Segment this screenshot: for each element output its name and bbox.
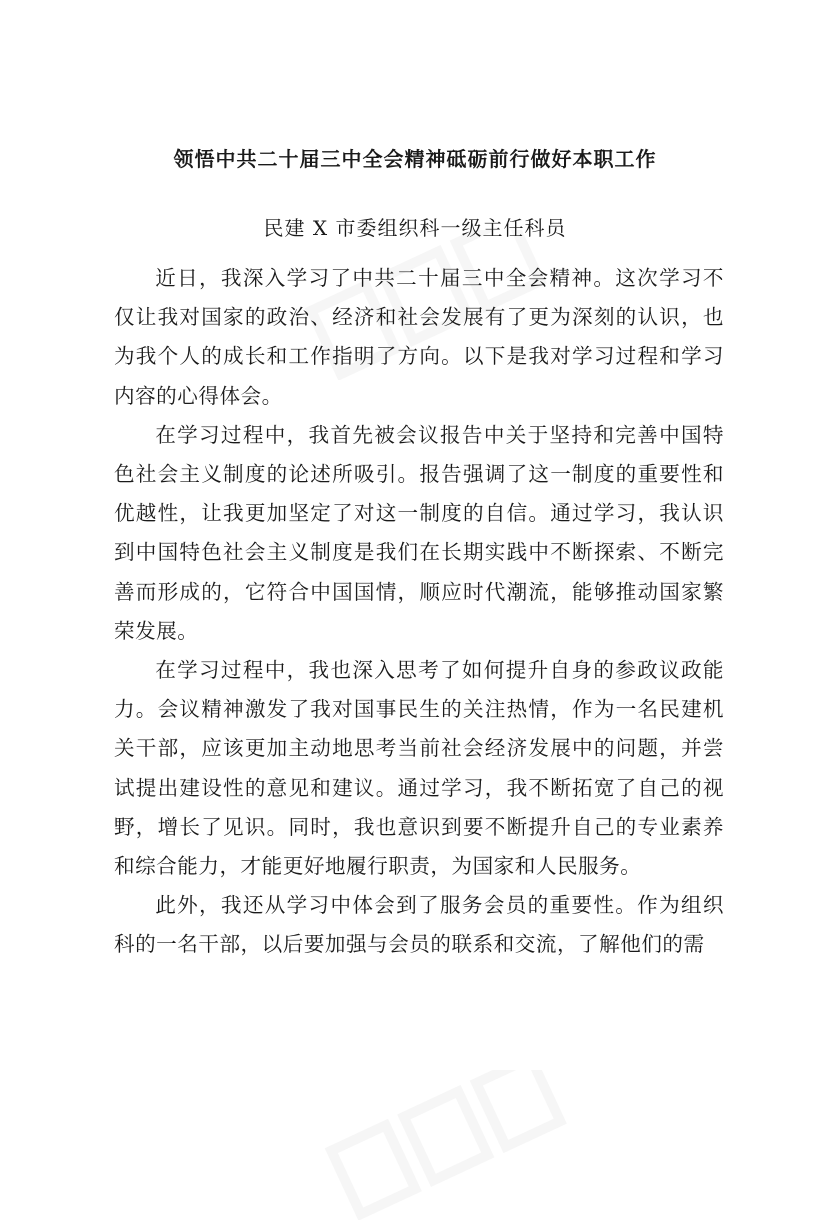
paragraph-4: 此外，我还从学习中体会到了服务会员的重要性。作为组织科的一名干部，以后要加强与会员的联系和交流，了解他们的需 [114, 893, 724, 957]
document-body [114, 259, 724, 965]
paragraph-1: 近日，我深入学习了中共二十届三中全会精神。这次学习不仅让我对国家的政治、经济和社会发展有了更为深刻的认识，也为我个人的成长和工作指明了方向。以下是我对学习过程和学习内容的心得体会。 [114, 266, 724, 408]
paragraph-3: 在学习过程中，我也深入思考了如何提升自身的参政议政能力。会议精神激发了我对国事民生的关注热情，作为一名民建机关干部，应该更加主动地思考当前社会经济发展中的问题，并尝试提出建设性的意见和建议。通过学习，我不断拓宽了自己的视野，增长了见识。同时，我也意识到要不断提升自己的专业素养和综合能力，才能更好地履行职责，为国家和人民服务。 [114, 658, 724, 879]
watermark-mark-bottom [320, 1070, 580, 1220]
paragraph-2: 在学习过程中，我首先被会议报告中关于坚持和完善中国特色社会主义制度的论述所吸引。报告强调了这一制度的重要性和优越性，让我更加坚定了对这一制度的自信。通过学习，我认识到中国特色社会主义制度是我们在长期实践中不断探索、不断完善而形成的，它符合中国国情，顺应时代潮流，能够推动国家繁荣发展。 [114, 422, 724, 643]
document-author: 民建 X 市委组织科一级主任科员 [263, 216, 567, 240]
document-title: 领悟中共二十届三中全会精神砥砺前行做好本职工作 [173, 147, 657, 171]
